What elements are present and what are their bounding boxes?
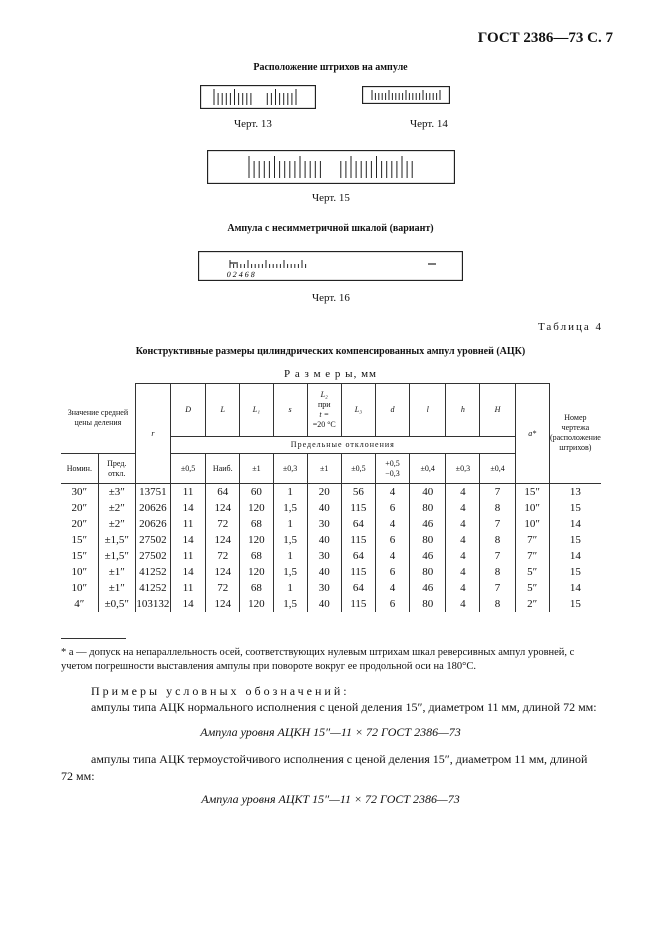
table-cell: 14 — [549, 548, 601, 564]
table-cell: 4″ — [61, 596, 98, 612]
table-cell: 72 — [206, 516, 240, 532]
table-cell: 30 — [307, 548, 341, 564]
table-cell: 4 — [446, 596, 480, 612]
table-cell: 1,5 — [273, 564, 307, 580]
table-cell: 64 — [206, 484, 240, 501]
header-L2-temp: =20 °С — [312, 420, 336, 429]
table-cell: 1,5 — [273, 596, 307, 612]
table-cell: 1 — [273, 484, 307, 501]
table-cell: 4 — [375, 516, 409, 532]
figure-15-caption: Черт. 15 — [312, 192, 350, 204]
examples-heading: Примеры условных обозначений: — [91, 684, 350, 698]
header-r: r — [135, 384, 170, 484]
figure-14-caption: Черт. 14 — [410, 118, 448, 130]
table-row — [61, 516, 601, 532]
table-cell: 60 — [240, 484, 273, 501]
table-cell: 7 — [480, 548, 515, 564]
table-cell: 7 — [480, 516, 515, 532]
table-cell: 40 — [307, 500, 341, 516]
table-cell: ±1″ — [98, 580, 135, 596]
table-cell: 124 — [206, 564, 240, 580]
table-cell: 27502 — [135, 532, 170, 548]
section-title-asymmetric: Ампула с несимметричной шкалой (вариант) — [227, 223, 434, 234]
table-cell: 10″ — [515, 516, 549, 532]
table-cell: 2″ — [515, 596, 549, 612]
table-row — [61, 548, 601, 564]
dev-L: Наиб. — [206, 454, 240, 484]
table-cell: 13751 — [135, 484, 170, 501]
table-cell: 15″ — [515, 484, 549, 501]
figure-13-ampoule — [200, 85, 316, 109]
table-cell: 64 — [341, 580, 375, 596]
table-cell: 14 — [171, 500, 206, 516]
footnote-divider — [61, 638, 126, 639]
table-title: Конструктивные размеры цилиндрических компенсированных ампул уровней (АЦК) — [135, 346, 526, 357]
header-H: H — [480, 384, 515, 437]
table-cell: 20 — [307, 484, 341, 501]
table-cell: ±1″ — [98, 564, 135, 580]
table-cell: 124 — [206, 532, 240, 548]
table-cell: 5″ — [515, 564, 549, 580]
table-cell: 40 — [410, 484, 446, 501]
table-cell: 115 — [341, 500, 375, 516]
table-cell: 120 — [240, 564, 273, 580]
table-cell: 7″ — [515, 532, 549, 548]
table-row — [61, 500, 601, 516]
table-cell: 27502 — [135, 548, 170, 564]
table-cell: 1 — [273, 548, 307, 564]
table-cell: 14 — [549, 516, 601, 532]
table-cell: 15 — [549, 500, 601, 516]
table-cell: 4 — [446, 516, 480, 532]
dev-d — [375, 454, 409, 484]
header-a: a* — [515, 384, 549, 484]
dev-s: ±0,3 — [273, 454, 307, 484]
dev-L2: ±1 — [307, 454, 341, 484]
dev-D: ±0,5 — [171, 454, 206, 484]
page-header: ГОСТ 2386—73 С. 7 — [477, 30, 613, 46]
table-cell: 4 — [375, 484, 409, 501]
table-cell: 40 — [307, 564, 341, 580]
table-cell: 46 — [410, 516, 446, 532]
table-cell: 40 — [307, 596, 341, 612]
table-cell: ±1,5″ — [98, 532, 135, 548]
table-cell: 4 — [375, 548, 409, 564]
table-cell: 115 — [341, 564, 375, 580]
header-value: Значение средней цены деления — [61, 384, 135, 454]
header-L3: L₃ — [341, 384, 375, 437]
table-cell: 20″ — [61, 500, 98, 516]
table-cell: 46 — [410, 548, 446, 564]
header-L2-symbol: L₂ — [320, 390, 328, 399]
table-cell: 124 — [206, 500, 240, 516]
dev-L1: ±1 — [240, 454, 273, 484]
table-row — [61, 532, 601, 548]
table-cell: ±0,5″ — [98, 596, 135, 612]
table-row — [61, 484, 601, 501]
table-cell: 46 — [410, 580, 446, 596]
table-cell: 11 — [171, 580, 206, 596]
table-cell: 15 — [549, 564, 601, 580]
table-cell: 10″ — [61, 580, 98, 596]
header-s: s — [273, 384, 307, 437]
table-cell: 6 — [375, 500, 409, 516]
table-cell: 7 — [480, 580, 515, 596]
figure-14-ampoule — [362, 86, 450, 104]
table-cell: 80 — [410, 596, 446, 612]
table-cell: 4 — [446, 484, 480, 501]
header-d: d — [375, 384, 409, 437]
dev-h: ±0,3 — [446, 454, 480, 484]
table-cell: 30 — [307, 580, 341, 596]
table-cell: 14 — [549, 580, 601, 596]
table-cell: 41252 — [135, 580, 170, 596]
table-cell: 4 — [446, 500, 480, 516]
table-cell: 8 — [480, 596, 515, 612]
table-cell: 5″ — [515, 580, 549, 596]
header-nominal: Номин. — [61, 454, 98, 484]
table-cell: 14 — [171, 532, 206, 548]
table-cell: 15 — [549, 532, 601, 548]
table-cell: 15 — [549, 596, 601, 612]
table-cell: 7 — [480, 484, 515, 501]
table-cell: 64 — [341, 548, 375, 564]
table-body — [61, 484, 601, 613]
table-cell: 64 — [341, 516, 375, 532]
table-cell: 30″ — [61, 484, 98, 501]
example-1-designation: Ампула уровня АЦКН 15″—11 × 72 ГОСТ 2386—73 — [200, 725, 461, 739]
table-cell: ±2″ — [98, 500, 135, 516]
table-row — [61, 564, 601, 580]
table-cell: ±2″ — [98, 516, 135, 532]
figure-13-caption: Черт. 13 — [234, 118, 272, 130]
table-cell: 68 — [240, 580, 273, 596]
table-cell: 80 — [410, 564, 446, 580]
figure-16-scale-labels: 0 2 4 6 8 — [226, 270, 256, 279]
table-cell: 10″ — [61, 564, 98, 580]
table-cell: 115 — [341, 532, 375, 548]
table-cell: 40 — [307, 532, 341, 548]
example-1-text: ампулы типа АЦК нормального исполнения с ценой деления 15″, диаметром 11 мм, длиной 72 мм: — [91, 700, 597, 714]
table-cell: 4 — [446, 532, 480, 548]
table-cell: 10″ — [515, 500, 549, 516]
figure-16-caption: Черт. 16 — [312, 292, 350, 304]
table-cell: 6 — [375, 596, 409, 612]
table-cell: 4 — [375, 580, 409, 596]
figure-15-ampoule — [207, 150, 455, 184]
table-cell: 8 — [480, 500, 515, 516]
table-cell: 11 — [171, 484, 206, 501]
table-cell: 20″ — [61, 516, 98, 532]
example-2-designation: Ампула уровня АЦКТ 15″—11 × 72 ГОСТ 2386—73 — [201, 792, 460, 806]
table-cell: 124 — [206, 596, 240, 612]
table-cell: 56 — [341, 484, 375, 501]
header-deviations: Предельные отклонения — [171, 437, 516, 454]
header-L1: L₁ — [240, 384, 273, 437]
table-label: Таблица 4 — [537, 321, 603, 333]
section-title-tick-layout: Расположение штрихов на ампуле — [253, 62, 408, 73]
table-cell: 11 — [171, 516, 206, 532]
header-L2 — [307, 384, 341, 437]
header-L2-t: t = — [319, 410, 330, 419]
table-row — [61, 580, 601, 596]
table-cell: 14 — [171, 564, 206, 580]
dev-l: ±0,4 — [410, 454, 446, 484]
header-L2-at: при — [317, 400, 331, 409]
figure-16-ampoule — [198, 251, 463, 281]
table-cell: 13 — [549, 484, 601, 501]
table-cell: 80 — [410, 500, 446, 516]
table-cell: 68 — [240, 548, 273, 564]
header-l: l — [410, 384, 446, 437]
table-cell: 8 — [480, 532, 515, 548]
table-cell: 80 — [410, 532, 446, 548]
header-D: D — [171, 384, 206, 437]
table-cell: 11 — [171, 548, 206, 564]
table-cell: 14 — [171, 596, 206, 612]
table-cell: 15″ — [61, 548, 98, 564]
dev-L3: ±0,5 — [341, 454, 375, 484]
table-cell: 103132 — [136, 598, 170, 610]
table-cell: 6 — [375, 532, 409, 548]
header-drawing-number: Номер чертежа (расположение штрихов) — [549, 384, 601, 484]
dev-d-upper: +0,5 — [385, 458, 400, 468]
dev-H: ±0,4 — [480, 454, 515, 484]
table-cell: 4 — [446, 564, 480, 580]
table-cell: 41252 — [135, 564, 170, 580]
table-cell: ±3″ — [98, 484, 135, 501]
table-cell: 8 — [480, 564, 515, 580]
table-cell: 20626 — [135, 500, 170, 516]
table-cell: 1,5 — [273, 532, 307, 548]
header-deviation: Пред. откл. — [98, 454, 135, 484]
example-2-text: ампулы типа АЦК термоустойчивого исполнения с ценой деления 15″, диаметром 11 мм, длиной 72 мм: — [61, 752, 588, 783]
table-row — [61, 596, 601, 612]
table-cell: 120 — [240, 596, 273, 612]
table-cell: 4 — [446, 580, 480, 596]
table-cell: 120 — [240, 532, 273, 548]
table-cell: 1 — [273, 516, 307, 532]
table-cell: 1,5 — [273, 500, 307, 516]
footnote: * a — допуск на непараллельность осей, соответствующих нулевым штрихам шкал реверсивных ампул уровней, с учетом погрешности выставления ампулы при повороте вокруг ее продольной оси на 180°С. — [61, 647, 575, 672]
table-cell: 6 — [375, 564, 409, 580]
table-cell: 20626 — [135, 516, 170, 532]
table-cell: 68 — [240, 516, 273, 532]
table-cell: 72 — [206, 580, 240, 596]
table-cell: 72 — [206, 548, 240, 564]
header-h: h — [446, 384, 480, 437]
table-cell: 120 — [240, 500, 273, 516]
table-cell: 115 — [341, 596, 375, 612]
header-L: L — [206, 384, 240, 437]
dimensions-table — [61, 383, 601, 612]
table-cell: 4 — [446, 548, 480, 564]
table-cell: 7″ — [515, 548, 549, 564]
dev-d-lower: −0,3 — [385, 468, 400, 478]
sizes-label: Р а з м е р ы, мм — [283, 368, 377, 380]
table-cell: 15″ — [61, 532, 98, 548]
table-cell: 30 — [307, 516, 341, 532]
table-cell: 1 — [273, 580, 307, 596]
table-cell: ±1,5″ — [98, 548, 135, 564]
